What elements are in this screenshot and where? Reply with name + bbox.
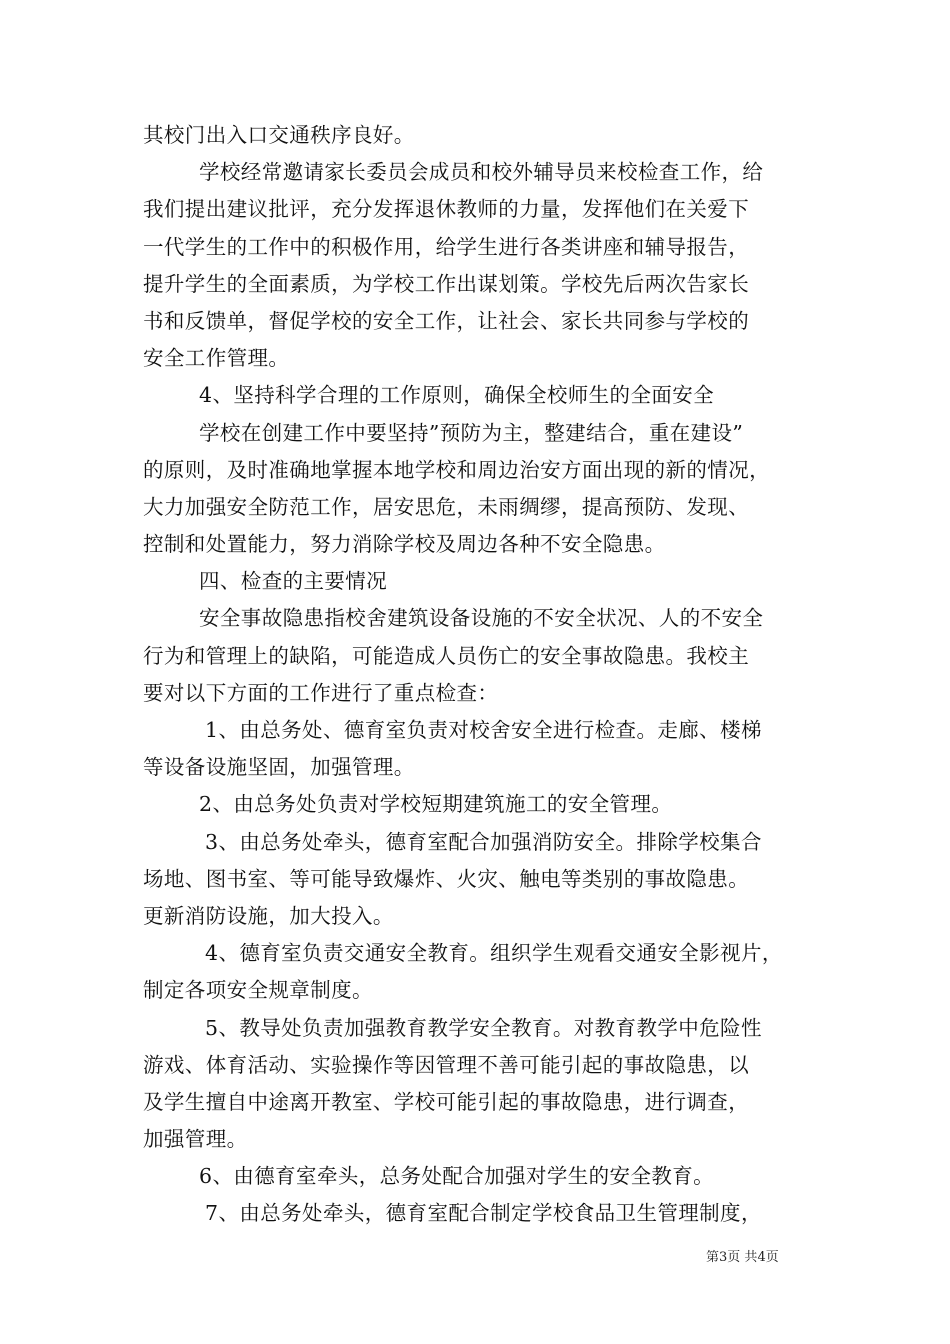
document-body [143, 117, 815, 1233]
text-line: 学校经常邀请家长委员会成员和校外辅导员来校检查工作，给 [199, 160, 764, 185]
text-line: 4、坚持科学合理的工作原则，确保全校师生的全面安全 [199, 383, 715, 408]
text-line: 要对以下方面的工作进行了重点检查： [143, 680, 499, 705]
text-line: 其校门出入口交通秩序良好。 [143, 123, 415, 147]
text-line: 更新消防设施，加大投入。 [143, 903, 394, 928]
footer-suffix: 页 [765, 1250, 779, 1265]
text-line: 场地、图书室、等可能导致爆炸、火灾、触电等类别的事故隐患。 [143, 866, 750, 891]
text-line: 大力加强安全防范工作，居安思危，未雨绸缪，提高预防、发现、 [143, 494, 750, 519]
footer-prefix: 第 [706, 1250, 720, 1265]
footer-total-pages: 4 [757, 1250, 766, 1265]
footer-middle: 页 共 [727, 1250, 758, 1265]
text-line: 制定各项安全规章制度。 [143, 978, 373, 1003]
text-line: 1、由总务处、德育室负责对校舍安全进行检查。走廊、楼梯 [205, 718, 762, 742]
text-line: 学校在创建工作中要坚持”预防为主，整建结合，重在建设” [199, 420, 744, 445]
text-line: 安全工作管理。 [143, 346, 290, 371]
text-line: 一代学生的工作中的积极作用，给学生进行各类讲座和辅导报告， [143, 234, 750, 259]
text-line: 及学生擅自中途离开教室、学校可能引起的事故隐患，进行调查， [143, 1089, 750, 1114]
text-line: 4、德育室负责交通安全教育。组织学生观看交通安全影视片， [205, 941, 783, 966]
text-line: 加强管理。 [143, 1127, 248, 1152]
text-line: 书和反馈单，督促学校的安全工作，让社会、家长共同参与学校的 [143, 308, 750, 333]
text-line: 7、由总务处牵头，德育室配合制定学校食品卫生管理制度， [205, 1201, 762, 1226]
text-line: 行为和管理上的缺陷，可能造成人员伤亡的安全事故隐患。我校主 [143, 643, 750, 668]
text-line: 等设备设施坚固，加强管理。 [143, 755, 415, 780]
footer-current-page: 3 [719, 1250, 728, 1265]
text-line: 游戏、体育活动、实验操作等因管理不善可能引起的事故隐患，以 [143, 1052, 750, 1077]
text-line: 控制和处置能力，努力消除学校及周边各种不安全隐患。 [143, 532, 666, 557]
text-line: 的原则，及时准确地掌握本地学校和周边治安方面出现的新的情况， [143, 457, 770, 482]
text-line: 2、由总务处负责对学校短期建筑施工的安全管理。 [199, 792, 673, 817]
text-line: 安全事故隐患指校舍建筑设备设施的不安全状况、人的不安全 [199, 606, 764, 631]
text-line: 提升学生的全面素质，为学校工作出谋划策。学校先后两次告家长 [143, 271, 750, 296]
text-line: 我们提出建议批评，充分发挥退休教师的力量，发挥他们在关爱下 [143, 197, 750, 222]
text-line: 四、检查的主要情况 [199, 569, 388, 594]
page-number-footer [706, 1246, 779, 1265]
text-line: 5、教导处负责加强教育教学安全教育。对教育教学中危险性 [205, 1015, 762, 1040]
text-line: 6、由德育室牵头，总务处配合加强对学生的安全教育。 [199, 1164, 715, 1189]
text-line: 3、由总务处牵头，德育室配合加强消防安全。排除学校集合 [205, 829, 762, 854]
